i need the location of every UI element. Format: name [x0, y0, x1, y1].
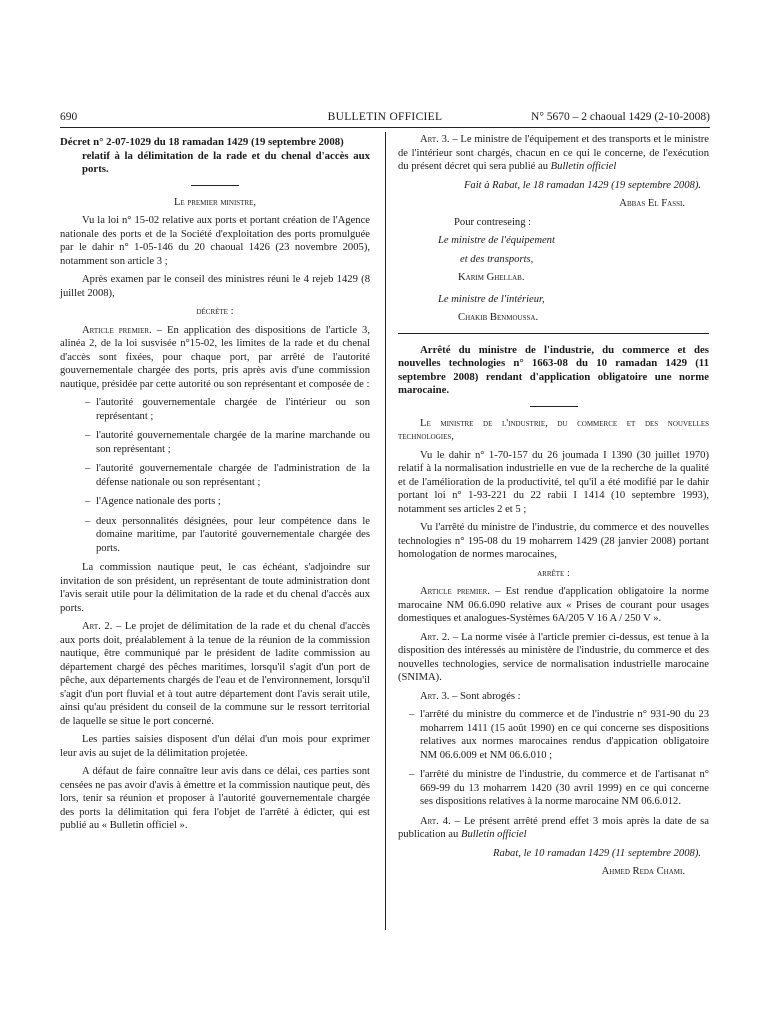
article-2-label: Art. 2.: [82, 621, 113, 632]
arrete-heading: arrête :: [537, 567, 570, 579]
decree-title-first: Décret n° 2-07-1029 du 18 ramadan 1429 (19 septembre 2008): [60, 136, 344, 148]
journal-title: BULLETIN OFFICIEL: [327, 111, 443, 123]
rabat-date: Rabat, le 10 ramadan 1429 (11 septembre 2008).: [492, 847, 701, 859]
article-1: [60, 324, 370, 392]
list-item: – l'autorité gouvernementale chargée de la marine marchande ou son représentant ;: [96, 429, 370, 456]
paragraph-defaut: A défaut de faire connaître leur avis dans ce délai, ces parties sont censées ne pas avoir d'avis à émettre et la commission nautique peut, dès lors, tenir sa réunion et proposer à l'autorité gouvernementale chargée des ports la délimitation qui fera l'objet de l'arrêté à édicter, qui est publié au « Bulletin officiel ».: [60, 766, 370, 831]
list-item: – l'arrêté du ministre de l'industrie, du commerce et de l'artisanat n° 669-99 du 13 moharrem 1420 (30 avril 1999) en ce qui concerne ses dispositions relatives à la norme marocaine NM 06.6.012.: [420, 768, 709, 809]
bulletin-officiel-ref: Bulletin officiel: [460, 829, 527, 840]
ministre-interieur: Le ministre de l'intérieur,: [438, 293, 545, 305]
list-item: – deux personnalités désignées, pour leur compétence dans le domaine maritime, par l'autorité gouvernementale chargée des ports.: [96, 515, 370, 556]
column-divider: [385, 132, 386, 930]
signature-benmoussa: Chakib Benmoussa.: [458, 312, 539, 323]
arrete-article-2-label: Art. 2.: [420, 631, 450, 643]
list-item: – l'autorité gouvernementale chargée de l'intérieur ou son représentant ;: [96, 396, 370, 423]
contreseing-label: Pour contreseing :: [454, 216, 532, 228]
paragraph-commission: La commission nautique peut, le cas échéant, s'adjoindre sur invitation de son président, un représentant de toute administration dont l'avis serait utile pour la délimitation de la rade et du chenal d'accès aux ports.: [60, 562, 370, 614]
title-separator: [530, 406, 578, 407]
decrete-heading: décrète :: [196, 306, 234, 317]
list-item: – l'Agence nationale des ports ;: [96, 495, 370, 509]
article-1-text: – En application des dispositions de l'article 3, alinéa 2, de la loi susvisée n°15-02, les limites de la rade et du chenal d'accès sont fixées, pour chaque port, par arrêté de l'autorité gouvernementale chargée des ports, pris après avis d'une commission nautique, présidée par cette autorité ou son représentant et composée de :: [60, 324, 370, 390]
paragraph-vu-dahir: Vu le dahir n° 1-70-157 du 26 joumada I 1390 (30 juillet 1970) relatif à la normalisation industrielle en vue de la recherche de la qualité et de l'amélioration de la productivité, tel qu'il a été modifié par le dahir portant loi n° 1-93-221 du 22 rabii I 1414 (10 septembre 1993), notamment ses articles 2 et 5 ;: [398, 449, 709, 515]
le-ministre-heading: Le ministre de l'industrie, du commerce et des nouvelles technologies,: [398, 417, 709, 442]
arrete-article-2: [398, 631, 709, 685]
arrete-article-3: [398, 690, 709, 704]
arrete-article-1: [398, 585, 709, 626]
decree-title: [60, 136, 370, 177]
arrete-article-2-text: – La norme visée à l'article premier ci-dessus, est tenue à la disposition des intéressés au ministère de l'industrie, du commerce et des nouvelles technologies, service de normalisation industrielle marocaine (SNIMA).: [398, 631, 709, 683]
ministre-equipement: Le ministre de l'équipement: [438, 235, 555, 246]
list-item: – l'autorité gouvernementale chargée de l'administration de la défense nationale ou son représentant ;: [96, 462, 370, 489]
article-2-text: – Le projet de délimitation de la rade et du chenal d'accès aux ports doit, préalablement à la tenue de la réunion de la commission nautique, être communiqué par le président de ladite commission au département chargé des pêches maritimes, lorsqu'il s'agit d'un port de pêche, aux départements chargés de l'eau et de l'environnement, lorsqu'il s'agit d'un port fluvial et à tout autre département dont l'avis serait utile, ainsi qu'au président du conseil de la commune sur le ressort territorial de laquelle se situe le port concerné.: [60, 621, 371, 727]
signature-chami: Ahmed Reda Chami.: [601, 866, 685, 877]
page-header: [60, 108, 710, 126]
signature-premier-ministre: Abbas El Fassi.: [619, 198, 685, 209]
fait-a-rabat: Fait à Rabat, le 18 ramadan 1429 (19 septembre 2008).: [463, 179, 701, 191]
right-column: [398, 133, 709, 884]
article-3-text: – Le ministre de l'équipement et des transports et le ministre de l'intérieur sont chargés, chacun en ce qui le concerne, de l'exécution du présent décret qui sera publié au: [398, 134, 710, 172]
signature-ghellab: Karim Ghellab.: [458, 272, 525, 283]
article-1-label: Article premier.: [82, 324, 152, 336]
paragraph-apres-examen: Après examen par le conseil des ministres réuni le 4 rejeb 1429 (8 juillet 2008),: [60, 274, 370, 299]
header-rule: [60, 127, 710, 128]
title-separator: [191, 185, 239, 186]
section-separator: [398, 333, 709, 334]
arrete-article-3-label: Art. 3.: [420, 690, 450, 702]
paragraph-vu-loi: Vu la loi n° 15-02 relative aux ports et portant création de l'Agence nationale des ports et de la Société d'exploitation des ports promulguée par le dahir n° 1-05-146 du 20 chaoual 1426 (23 novembre 2005), notamment son article 3 ;: [60, 215, 370, 267]
decree-title-rest: relatif à la délimitation de la rade et du chenal d'accès aux ports.: [82, 149, 370, 175]
ministre-transports: et des transports,: [460, 253, 534, 265]
article-3-label: Art. 3.: [420, 134, 450, 145]
article-3: [398, 133, 709, 174]
commission-members-list: [60, 396, 370, 555]
list-item: – l'arrêté du ministre du commerce et de l'industrie n° 931-90 du 23 moharrem 1411 (15 août 1990) en ce qui concerne ses dispositions relatives aux normes marocaines rendus d'appication obligatoire NM 06.6.009 et NM 06.6.010 ;: [420, 708, 709, 762]
abrogated-list: [398, 708, 709, 809]
page-number: 690: [60, 111, 78, 123]
arrete-title: Arrêté du ministre de l'industrie, du commerce et des nouvelles technologies n° 1663-08 du 10 ramadan 1429 (11 septembre 2008) rendant d'application obligatoire une norme marocaine.: [398, 343, 709, 396]
arrete-article-3-text: – Sont abrogés :: [449, 690, 521, 702]
left-column: [60, 136, 370, 838]
arrete-article-4-label: Art. 4.: [420, 815, 451, 827]
article-2: [60, 620, 370, 728]
arrete-article-1-text: – Est rendue d'application obligatoire la norme marocaine NM 06.6.090 relative aux « Prises de courant pour usages domestiques et analogues-Systèmes 6A/205 V 16 A / 250 V ».: [398, 586, 709, 624]
arrete-article-4-text: – Le présent arrêté prend effet 3 mois après la date de sa publication au: [398, 815, 710, 840]
bulletin-officiel-ref: Bulletin officiel: [550, 161, 617, 172]
paragraph-vu-arrete: Vu l'arrêté du ministre de l'industrie, du commerce et des nouvelles technologies n° 195-08 du 19 moharrem 1429 (28 janvier 2008) portant homologation de normes marocaines,: [398, 522, 709, 560]
arrete-article-4: [398, 815, 709, 842]
paragraph-delai: Les parties saisies disposent d'un délai d'un mois pour exprimer leur avis au sujet de la délimitation projetée.: [60, 734, 370, 759]
issue-info: N° 5670 – 2 chaoual 1429 (2-10-2008): [531, 111, 710, 123]
arrete-article-1-label: Article premier.: [420, 586, 490, 597]
premier-ministre: Le premier ministre,: [173, 196, 257, 208]
